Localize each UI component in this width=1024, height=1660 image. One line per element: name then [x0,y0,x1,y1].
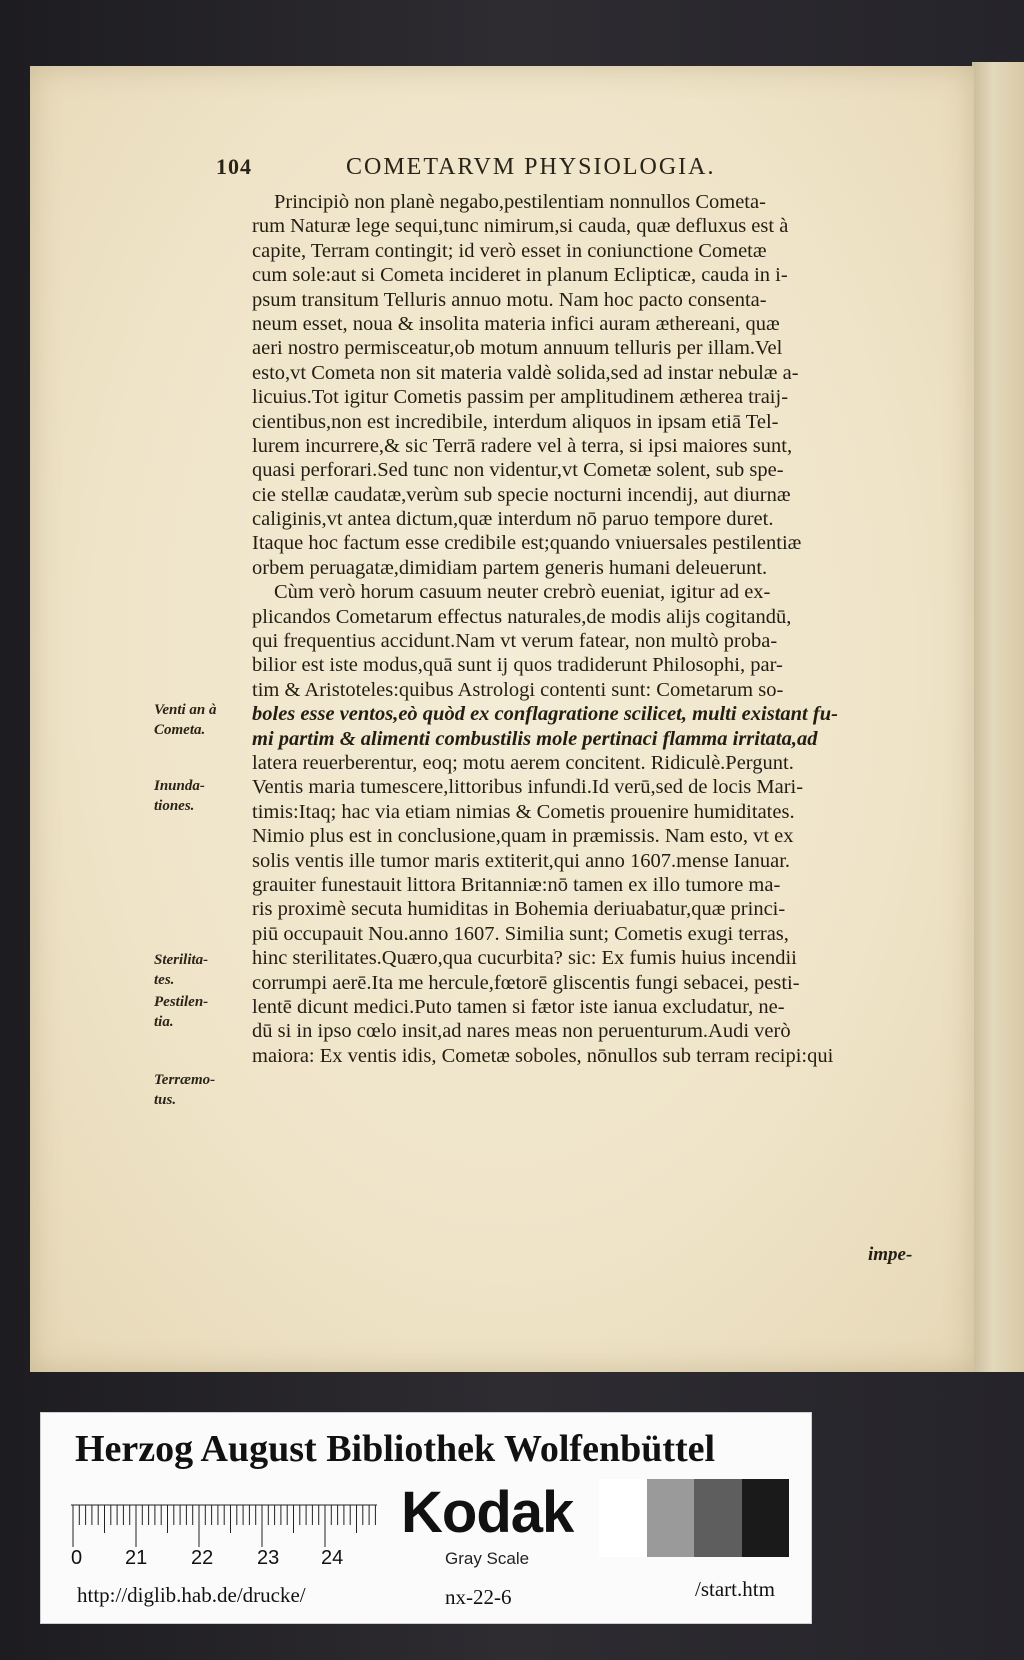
text-line: cientibus,non est incredibile, interdum aliquos in ipsam etiā Tel- [252,410,779,433]
margin-note [154,950,248,990]
catchword: impe- [868,1244,913,1265]
url-suffix: /start.htm [695,1577,775,1601]
text-line: maiora: Ex ventis idis, Cometæ soboles, nōnullos sub terram recipi:qui [252,1044,834,1067]
text-line: dū si in ipso cœlo insit,ad nares meas non peruenturum.Audi verò [252,1020,791,1043]
margin-note-line: Inunda- [154,778,205,794]
text-line: caliginis,vt antea dictum,quæ interdum nō paruo tempore duret. [252,508,774,531]
margin-note-line: Venti an à [154,702,217,718]
text-line: Cùm verò horum casuum neuter crebrò eueniat, igitur ad ex- [274,581,771,604]
running-head-title: COMETARVM PHYSIOLOGIA. [346,154,716,180]
text-line: quasi perforari.Sed tunc non videntur,vt Cometæ solent, sub spe- [252,459,784,482]
text-line: piū occupauit Nou.anno 1607. Similia sunt; Cometis exugi terras, [252,922,789,945]
kodak-logo: Kodak [401,1480,574,1545]
margin-note-line: tes. [154,972,175,988]
margin-note [154,700,248,740]
text-line: ris proximè secuta humiditas in Bohemia deriuabatur,quæ princi- [252,898,786,921]
margin-note-line: Cometa. [154,722,206,738]
source-url: http://diglib.hab.de/drucke/ [77,1583,306,1607]
text-line: solis ventis ille tumor maris extiterit,qui anno 1607.mense Ianuar. [252,849,791,872]
ruler-ticks [73,1505,375,1547]
text-line: rum Naturæ lege sequi,tunc nimirum,si cauda, quæ defluxus est à [252,215,789,238]
gray-patch [694,1479,742,1557]
margin-note [154,992,248,1032]
text-line: lurem incurrere,& sic Terrā radere vel à terra, si ipsi maiores sunt, [252,434,793,457]
ruler-label: 23 [257,1547,280,1569]
text-line: mi partim & alimenti combustilis mole pertinaci flamma irritata,ad [252,727,818,750]
text-line: qui frequentius accidunt.Nam vt verum fatear, non multò proba- [252,630,778,653]
text-line: aeri nostro permisceatur,ob motum annuum telluris per illam.Vel [252,337,783,360]
text-line: capite, Terram contingit; id verò esset in coniunctione Cometæ [252,239,767,262]
body-text [252,190,916,1068]
margin-note-line: tus. [154,1092,177,1108]
text-line: bilior est iste modus,quā sunt ij quos tradiderunt Philosophi, par- [252,654,783,677]
margin-note [154,776,248,816]
ruler-label: 22 [191,1547,214,1569]
library-name: Herzog August Bibliothek Wolfenbüttel [75,1428,716,1470]
text-line: lentē dicunt medici.Puto tamen si fætor iste ianua excludatur, ne- [252,995,785,1018]
gray-patch [647,1479,695,1557]
text-line: esto,vt Cometa non sit materia valdè solida,sed ad instar nebulæ a- [252,361,799,384]
gray-patch [742,1479,790,1557]
ruler-label: 0 [71,1547,83,1569]
margin-note-line: Terræmo- [154,1072,216,1088]
page-number: 104 [216,154,252,179]
text-line: latera reuerberentur, eoq; motu aerem concitent. Ridiculè.Pergunt. [252,751,794,774]
text-line: psum transitum Telluris annuo motu. Nam hoc pacto consenta- [252,288,767,311]
gray-patch [599,1479,647,1557]
text-line: hinc sterilitates.Quæro,qua cucurbita? sic: Ex fumis huius incendii [252,947,797,970]
text-line: timis:Itaq; hac via etiam nimias & Cometis prouenire humiditates. [252,800,795,823]
text-line: Nimio plus est in conclusione,quam in præmissis. Nam esto, vt ex [252,825,794,848]
ruler-numbers [71,1547,377,1577]
ruler-label: 24 [321,1547,344,1569]
text-line: cie stellæ caudatæ,verùm sub specie nocturni incendij, aut diurnæ [252,483,791,506]
margin-note [154,1070,248,1110]
text-line: corrumpi aerē.Ita me hercule,fœtorē gliscentis fungi sebacei, pesti- [252,971,800,994]
running-head [216,150,836,190]
margin-note-line: Sterilita- [154,952,209,968]
text-line: Ventis maria tumescere,littoribus infundi.Id verū,sed de locis Mari- [252,776,804,799]
text-line: licuius.Tot igitur Cometis passim per amplitudinem ætherea traij- [252,386,789,409]
text-line: tim & Aristoteles:quibus Astrologi contenti sunt: Cometarum so- [252,678,784,701]
gray-scale-patches [599,1479,789,1557]
ruler-label: 21 [125,1547,148,1569]
margin-note-line: tiones. [154,798,195,814]
text-line: Itaque hoc factum esse credibile est;quando vniuersales pestilentiæ [252,532,802,555]
shelfmark: nx-22-6 [445,1585,512,1609]
text-line: neum esset, noua & insolita materia infici auram æthereani, quæ [252,312,780,335]
text-line: Principiò non planè negabo,pestilentiam nonnullos Cometa- [274,191,766,213]
facing-page-edge [972,62,1024,1372]
text-line: plicandos Cometarum effectus naturales,de modis alijs cogitandū, [252,605,792,628]
text-line: cum sole:aut si Cometa incideret in planum Eclipticæ, cauda in i- [252,264,788,287]
gray-scale-label: Gray Scale [445,1549,530,1568]
margin-note-line: Pestilen- [154,994,209,1010]
text-line: boles esse ventos,eò quòd ex conflagratione scilicet, multi existant fu- [252,703,838,726]
margin-note-line: tia. [154,1014,174,1030]
text-line: grauiter funestauit littora Britanniæ:nō tamen ex illo tumore ma- [252,873,781,896]
text-line: orbem peruagatæ,dimidiam partem generis humani deleuerunt. [252,556,768,579]
library-color-bar [40,1412,812,1624]
